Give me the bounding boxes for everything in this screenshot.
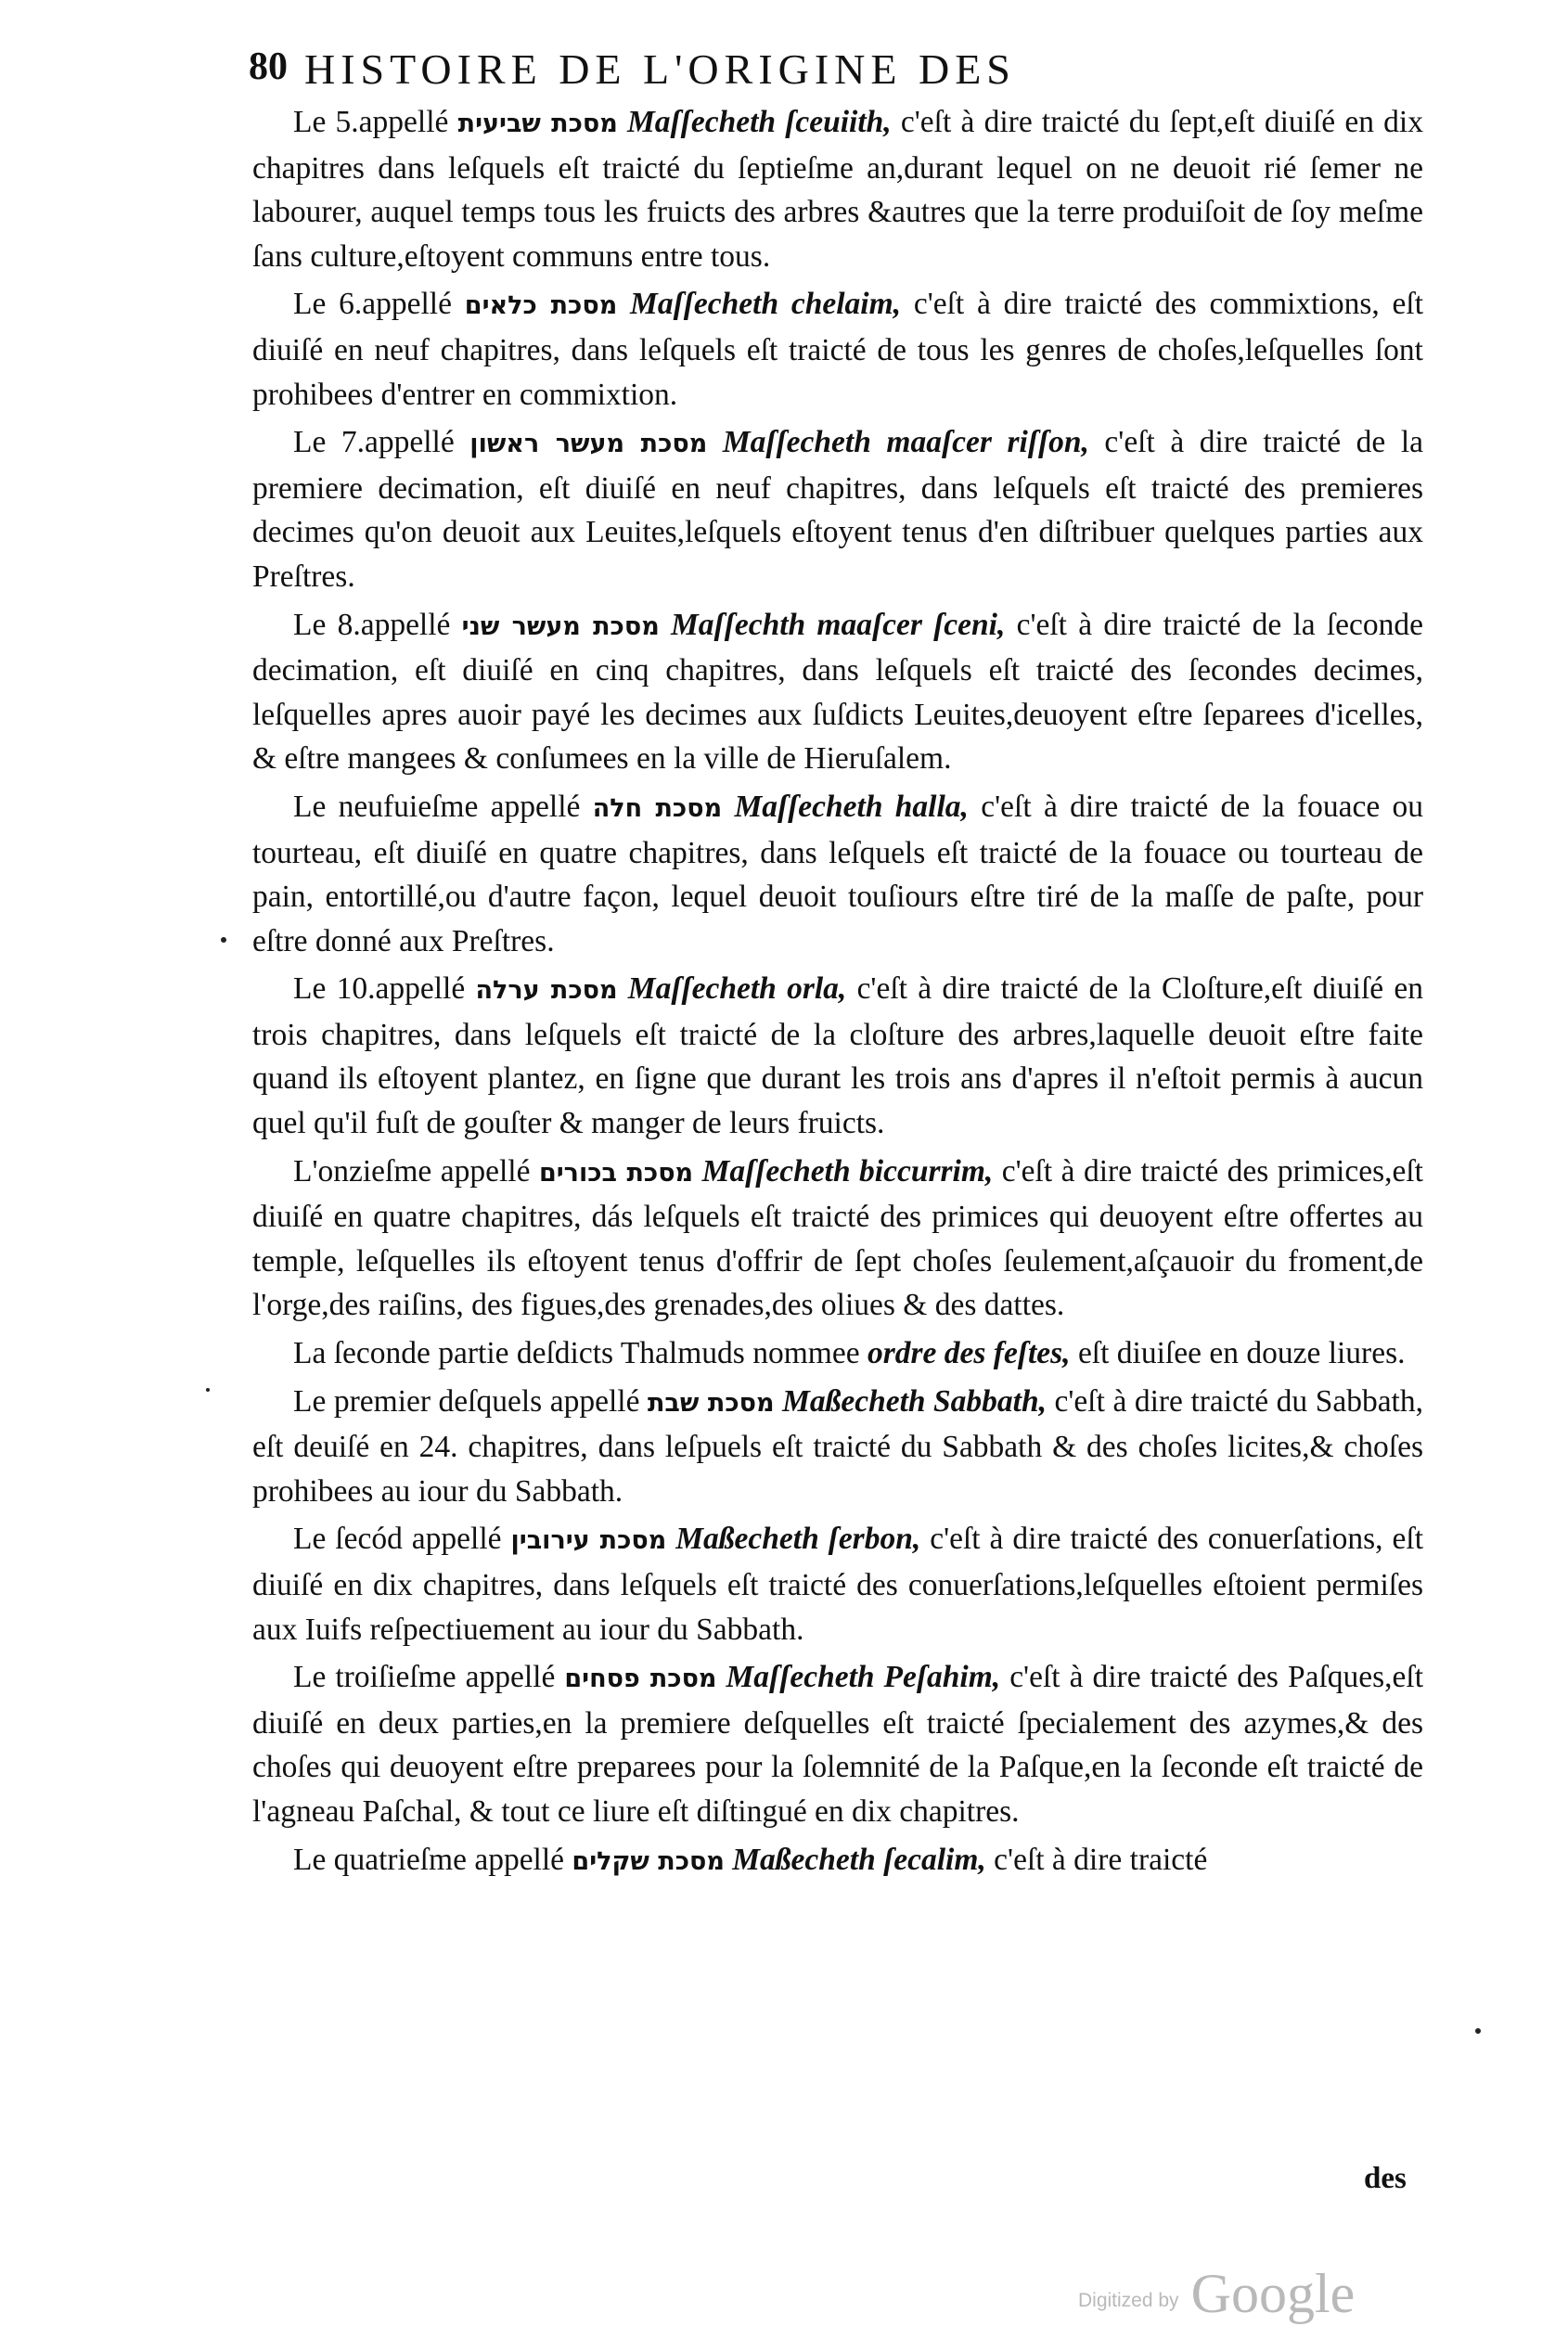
paragraph-pesahim	[252, 1655, 1423, 1833]
paragraph-text: c'eſt à dire traicté de la premiere decimation, eſt diuiſé en neuf chapitres, dans leſquels eſt traicté des premieres decimes qu'on deuoit aux Leuites,leſquels eſtoyent tenus d'en diſtribuer quelques parties aux Preſtres.	[252, 425, 1424, 594]
paragraph-lead: Le premier deſquels appellé	[293, 1383, 640, 1419]
paragraph-treatise-10	[252, 967, 1423, 1145]
paragraph-sabbath	[252, 1380, 1423, 1514]
hebrew-title: מסכת פסחים	[564, 1664, 717, 1694]
paragraph-shekalim	[252, 1838, 1423, 1884]
transliterated-title: Maſſecheth biccurrim,	[701, 1153, 994, 1189]
ink-speck	[206, 1388, 210, 1392]
hebrew-title: מסכת בכורים	[538, 1158, 694, 1188]
paragraph-treatise-6	[252, 282, 1423, 417]
paragraph-lead: Le 10.appellé	[293, 971, 466, 1007]
hebrew-title: מסכת מעשר ראשון	[469, 430, 708, 459]
paragraph-lead: Le quatrieſme appellé	[293, 1842, 565, 1877]
paragraph-erubin	[252, 1517, 1423, 1651]
paragraph-lead: Le 6.appellé	[293, 287, 452, 322]
transliterated-title: Maßecheth ſerbon,	[675, 1522, 921, 1557]
paragraph-treatise-7	[252, 420, 1423, 598]
paragraph-lead: Le neufuieſme appellé	[293, 789, 581, 824]
digitized-by-label: Digitized by	[1078, 2290, 1179, 2311]
transliterated-title: Maſſecheth orla,	[627, 971, 847, 1007]
hebrew-title: מסכת מעשר שני	[461, 611, 660, 641]
page-header	[249, 45, 1420, 102]
ink-speck	[221, 937, 226, 943]
paragraph-lead: Le ſecód appellé	[293, 1522, 502, 1557]
hebrew-title: מסכת שקלים	[572, 1846, 725, 1876]
section-name: ordre des feſtes,	[867, 1336, 1071, 1371]
paragraph-lead: Le 8.appellé	[293, 607, 451, 642]
paragraph-treatise-8	[252, 603, 1423, 781]
transliterated-title: Maſſecheth Peſahim,	[726, 1660, 1001, 1695]
transliterated-title: Maſſecheth ſceuiith,	[626, 105, 892, 139]
paragraph-tail: eſt diuiſee en douze liures.	[1077, 1336, 1406, 1371]
paragraph-lead: Le 5.appellé	[293, 105, 449, 139]
transliterated-title: Maſſecheth halla,	[734, 789, 969, 824]
transliterated-title: Maſſecheth maaſcer riſſon,	[722, 425, 1089, 460]
transliterated-title: Maſſechth maaſcer ſceni,	[671, 607, 1006, 642]
paragraph-treatise-11	[252, 1150, 1423, 1328]
paragraph-text: c'eſt à dire traicté	[994, 1842, 1208, 1877]
paragraph-text: c'eſt à dire traicté des commixtions, eſt diuiſé en neuf chapitres, dans leſquels eſt traicté de tous les genres de choſes,leſquelles ſont prohibees d'entrer en commixtion.	[252, 287, 1424, 412]
paragraph-text: La ſeconde partie deſdicts Thalmuds nommee	[293, 1336, 860, 1371]
paragraph-text: c'eſt à dire traicté des conuerſations, eſt diuiſé en dix chapitres, dans leſquels eſt traicté des conuerſations,leſquelles eſtoient permiſes aux Iuifs reſpectiuement au iour du Sabbath.	[252, 1522, 1424, 1647]
digitization-watermark	[1078, 2262, 1355, 2326]
ink-speck	[1475, 2028, 1481, 2034]
paragraph-text: c'eſt à dire traicté du Sabbath, eſt deuiſé en 24. chapitres, dans leſpuels eſt traicté du Sabbath & des choſes licites,& choſes prohibees au iour du Sabbath.	[252, 1383, 1423, 1509]
paragraph-text: c'eſt à dire traicté de la Cloſture,eſt diuiſé en trois chapitres, dans leſquels eſt traicté de la cloſture des arbres,laquelle deuoit eſtre faite quand ils eſtoyent plantez, en ſigne que durant les trois ans d'apres il n'eſtoit permis à aucun quel qu'il fuſt de gouſter & manger de leurs fruicts.	[252, 971, 1424, 1141]
paragraph-text: c'eſt à dire traicté de la ſeconde decimation, eſt diuiſé en cinq chapitres, dans leſquels eſt traicté des ſecondes decimes, leſquelles apres auoir payé les decimes aux ſuſdicts Leuites,deuoyent eſtre ſeparees d'icelles, & eſtre mangees & conſumees en la ville de Hieruſalem.	[252, 607, 1424, 777]
catchword: des	[1364, 2162, 1407, 2195]
hebrew-title: מסכת שביעית	[457, 109, 618, 138]
hebrew-title: מסכת עירובין	[510, 1526, 667, 1556]
paragraph-lead: L'onzieſme appellé	[293, 1153, 531, 1189]
hebrew-title: מסכת ערלה	[475, 976, 618, 1006]
paragraph-second-part	[252, 1331, 1423, 1376]
transliterated-title: Maſſecheth chelaim,	[630, 287, 902, 322]
paragraph-lead: Le 7.appellé	[293, 425, 455, 460]
transliterated-title: Maßecheth ſecalim,	[732, 1842, 986, 1877]
paragraph-text: c'eſt à dire traicté des Paſques,eſt diuiſé en deux parties,en la premiere deſquelles eſt traicté ſpecialement des azymes,& des choſes qui deuoyent eſtre preparees pour la ſolemnité de la Paſque,en la ſeconde eſt traicté de l'agneau Paſchal, & tout ce liure eſt diſtingué en dix chapitres.	[252, 1660, 1424, 1829]
body-text	[252, 100, 1423, 2197]
hebrew-title: מסכת שבת	[647, 1388, 775, 1418]
hebrew-title: מסכת כלאים	[464, 291, 618, 321]
paragraph-text: c'eſt à dire traicté du ſept,eſt diuiſé en dix chapitres dans leſquels eſt traicté du ſeptieſme an,durant lequel on ne deuoit rié ſemer ne labourer, auquel temps tous les fruicts des arbres &autres que la terre produiſoit de ſoy meſme ſans culture,eſtoyent communs entre tous.	[252, 105, 1423, 274]
transliterated-title: Maßecheth Sabbath,	[782, 1383, 1047, 1419]
paragraph-treatise-5	[252, 100, 1423, 278]
paragraph-lead: Le troiſieſme appellé	[293, 1660, 556, 1695]
paragraph-treatise-9	[252, 785, 1423, 963]
running-head: HISTOIRE DE L'ORIGINE DES	[304, 45, 1016, 93]
paragraph-text: c'eſt à dire traicté des primices,eſt diuiſé en quatre chapitres, dás leſquels eſt traicté des primices qui deuoyent eſtre offertes au temple, leſquelles ils eſtoyent tenus d'offrir de ſept choſes ſeulement,aſçauoir du froment,de l'orge,des raiſins, des figues,des grenades,des oliues & des dattes.	[252, 1153, 1423, 1323]
hebrew-title: מסכת חלה	[592, 793, 723, 823]
google-wordmark: Google	[1190, 2263, 1356, 2324]
paragraph-text: c'eſt à dire traicté de la fouace ou tourteau, eſt diuiſé en quatre chapitres, dans leſquels eſt traicté de la fouace ou tourteau de pain, entortillé,ou d'autre façon, lequel deuoit touſiours eſtre tiré de la maſſe de paſte, pour eſtre donné aux Preſtres.	[252, 789, 1424, 958]
page-number: 80	[249, 45, 288, 88]
